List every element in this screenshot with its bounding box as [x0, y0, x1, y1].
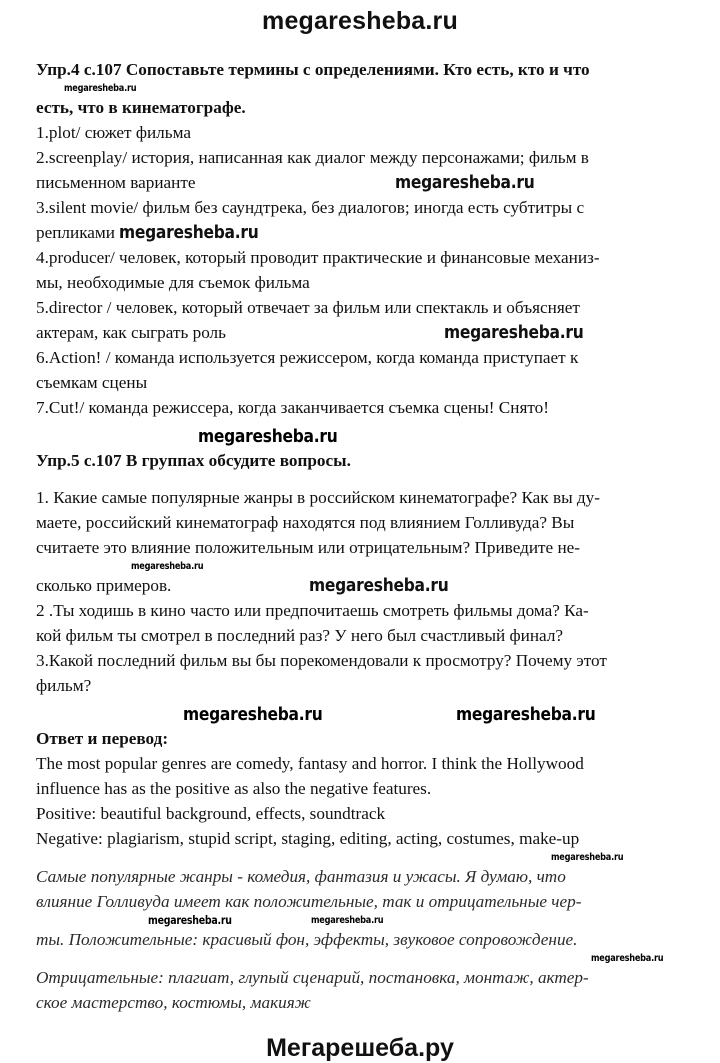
watermark: megaresheba.ru	[198, 426, 338, 447]
watermark: megaresheba.ru	[131, 561, 204, 572]
exercise-4-line	[36, 170, 681, 195]
exercise-4-line: 6.Action! / команда используется режиссером, когда команда приступает к	[36, 348, 579, 367]
watermark: megaresheba.ru	[456, 704, 596, 725]
watermark-row	[36, 426, 681, 448]
exercise-5	[36, 448, 681, 698]
answer-english-line: influence has as the positive as also the negative features.	[36, 779, 432, 798]
exercise-5-line: 3.Какой последний фильм вы бы порекомендовали к просмотру? Почему этот	[36, 651, 607, 670]
answer-russian-line: Самые популярные жанры - комедия, фантазия и ужасы. Я думаю, что	[36, 867, 566, 886]
answer-russian-line: влияние Голливуда имеет как положительные, так и отрицательные чер-	[36, 892, 582, 911]
exercise-5-line: считаете это влияние положительным или отрицательным? Приведите не-	[36, 538, 581, 557]
watermark-row	[36, 560, 681, 573]
watermark-row	[36, 914, 681, 927]
exercise-5-line-text: сколько примеров.	[36, 576, 172, 595]
footer-site-logo[interactable]: Мегарешеба.ру	[266, 1034, 454, 1062]
answer-english-line: The most popular genres are comedy, fantasy and horror. I think the Hollywood	[36, 754, 584, 773]
exercise-4-line-text: письменном варианте	[36, 173, 196, 192]
exercise-5-line	[36, 573, 681, 598]
watermark-row	[36, 704, 681, 726]
exercise-4	[36, 57, 681, 420]
watermark: megaresheba.ru	[64, 83, 137, 94]
watermark: megaresheba.ru	[551, 852, 624, 863]
exercise-4-line-text: актерам, как сыграть роль	[36, 323, 226, 342]
exercise-4-line	[36, 220, 681, 245]
answer-russian-line: ты. Положительные: красивый фон, эффекты, звуковое сопровождение.	[36, 930, 578, 949]
answer-title: Ответ и перевод:	[36, 729, 169, 748]
watermark-row	[36, 952, 681, 965]
exercise-5-line: 1. Какие самые популярные жанры в российском кинематографе? Как вы ду-	[36, 488, 600, 507]
exercise-4-line: 2.screenplay/ история, написанная как диалог между персонажами; фильм в	[36, 148, 589, 167]
exercise-4-line: 1.plot/ сюжет фильма	[36, 123, 191, 142]
exercise-4-line	[36, 320, 681, 345]
watermark: megaresheba.ru	[183, 704, 323, 725]
exercise-4-title-cont: есть, что в кинематографе.	[36, 98, 246, 117]
exercise-5-line: кой фильм ты смотрел в последний раз? У него был счастливый финал?	[36, 626, 564, 645]
exercise-4-line: мы, необходимые для съемок фильма	[36, 273, 310, 292]
watermark: megaresheba.ru	[591, 953, 664, 964]
answer-section	[36, 726, 681, 1015]
exercise-5-title: Упр.5 с.107 В группах обсудите вопросы.	[36, 451, 351, 470]
watermark-row	[36, 82, 681, 95]
answer-english-line: Negative: plagiarism, stupid script, staging, editing, acting, costumes, make-up	[36, 829, 580, 848]
watermark: megaresheba.ru	[311, 915, 384, 926]
answer-russian-line: ское мастерство, костюмы, макияж	[36, 993, 311, 1012]
page-content	[36, 0, 681, 1015]
exercise-4-line: 5.director / человек, который отвечает за фильм или спектакль и объясняет	[36, 298, 580, 317]
exercise-4-line: 7.Cut!/ команда режиссера, когда заканчивается съемка сцены! Снято!	[36, 398, 549, 417]
exercise-5-line: маете, российский кинематограф находятся под влиянием Голливуда? Вы	[36, 513, 575, 532]
exercise-4-line-text: репликами	[36, 223, 115, 242]
header-site-logo[interactable]: megaresheba.ru	[262, 7, 458, 35]
exercise-4-line: 4.producer/ человек, который проводит практические и финансовые механиз-	[36, 248, 600, 267]
watermark: megaresheba.ru	[148, 913, 232, 927]
exercise-4-title: Упр.4 с.107 Сопоставьте термины с определениями. Кто есть, кто и что	[36, 60, 590, 79]
watermark: megaresheba.ru	[443, 322, 584, 343]
answer-english-line: Positive: beautiful background, effects, soundtrack	[36, 804, 386, 823]
exercise-5-line: 2 .Ты ходишь в кино часто или предпочитаешь смотреть фильмы дома? Ка-	[36, 601, 589, 620]
exercise-4-line: съемкам сцены	[36, 373, 148, 392]
exercise-4-line: 3.silent movie/ фильм без саундтрека, без диалогов; иногда есть субтитры с	[36, 198, 585, 217]
watermark-row	[36, 851, 681, 864]
watermark: megaresheba.ru	[395, 172, 535, 193]
watermark: megaresheba.ru	[309, 575, 449, 596]
answer-russian-line: Отрицательные: плагиат, глупый сценарий, постановка, монтаж, актер-	[36, 968, 589, 987]
watermark: megaresheba.ru	[119, 222, 259, 243]
exercise-5-line: фильм?	[36, 676, 92, 695]
